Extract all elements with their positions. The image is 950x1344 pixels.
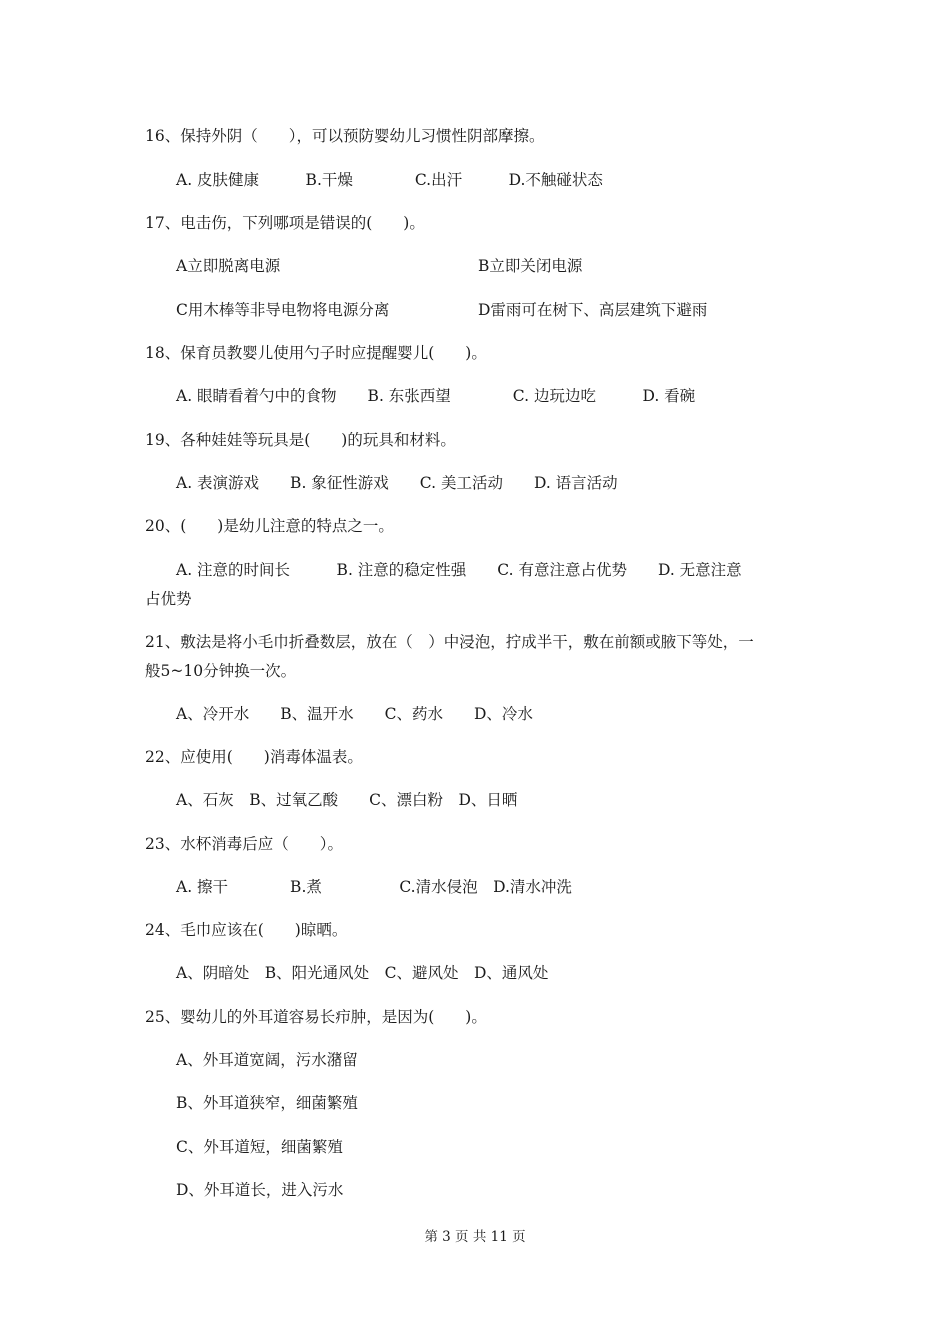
- question-20-stem: 20、( )是幼儿注意的特点之一。: [145, 517, 394, 535]
- question-20-options-continued: 占优势: [145, 590, 192, 608]
- question-21-stem-continued: 般5~10分钟换一次。: [145, 662, 297, 680]
- question-16-options: A. 皮肤健康 B.干燥 C.出汗 D.不触碰状态: [176, 171, 603, 189]
- question-18-stem: 18、保育员教婴儿使用勺子时应提醒婴儿( )。: [145, 344, 487, 362]
- question-24-options: A、阴暗处 B、阳光通风处 C、避风处 D、通风处: [176, 964, 549, 982]
- question-19-stem: 19、各种娃娃等玩具是( )的玩具和材料。: [145, 431, 456, 449]
- question-25-option-d: D、外耳道长，进入污水: [176, 1181, 344, 1199]
- question-23-options: A. 擦干 B.煮 C.清水侵泡 D.清水冲洗: [176, 878, 572, 896]
- question-17-option-b: B立即关闭电源: [478, 257, 583, 275]
- page-number-footer: 第 3 页 共 11 页: [424, 1229, 526, 1245]
- question-25-option-c: C、外耳道短，细菌繁殖: [176, 1138, 343, 1156]
- question-21-stem: 21、敷法是将小毛巾折叠数层，放在（ ）中浸泡，拧成半干，敷在前额或腋下等处，一: [145, 633, 754, 651]
- question-19-options: A. 表演游戏 B. 象征性游戏 C. 美工活动 D. 语言活动: [176, 474, 618, 492]
- question-17-option-a: A立即脱离电源: [176, 257, 281, 275]
- question-18-options: A. 眼睛看着勺中的食物 B. 东张西望 C. 边玩边吃 D. 看碗: [176, 387, 696, 405]
- question-25-option-b: B、外耳道狭窄，细菌繁殖: [176, 1094, 358, 1112]
- question-24-stem: 24、毛巾应该在( )晾晒。: [145, 921, 348, 939]
- question-17-option-c: C用木棒等非导电物将电源分离: [176, 301, 390, 319]
- question-23-stem: 23、水杯消毒后应（ ）。: [145, 835, 343, 853]
- question-17-stem: 17、电击伤，下列哪项是错误的( )。: [145, 214, 425, 232]
- question-25-stem: 25、婴幼儿的外耳道容易长疖肿，是因为( )。: [145, 1008, 487, 1026]
- question-22-stem: 22、应使用( )消毒体温表。: [145, 748, 363, 766]
- question-22-options: A、石灰 B、过氧乙酸 C、漂白粉 D、日晒: [176, 791, 518, 809]
- question-17-option-d: D雷雨可在树下、高层建筑下避雨: [478, 301, 708, 319]
- question-25-option-a: A、外耳道宽阔，污水潴留: [176, 1051, 358, 1069]
- question-21-options: A、冷开水 B、温开水 C、药水 D、冷水: [176, 705, 533, 723]
- question-20-options: A. 注意的时间长 B. 注意的稳定性强 C. 有意注意占优势 D. 无意注意: [176, 561, 742, 579]
- question-16-stem: 16、保持外阴（ ），可以预防婴幼儿习惯性阴部摩擦。: [145, 127, 545, 145]
